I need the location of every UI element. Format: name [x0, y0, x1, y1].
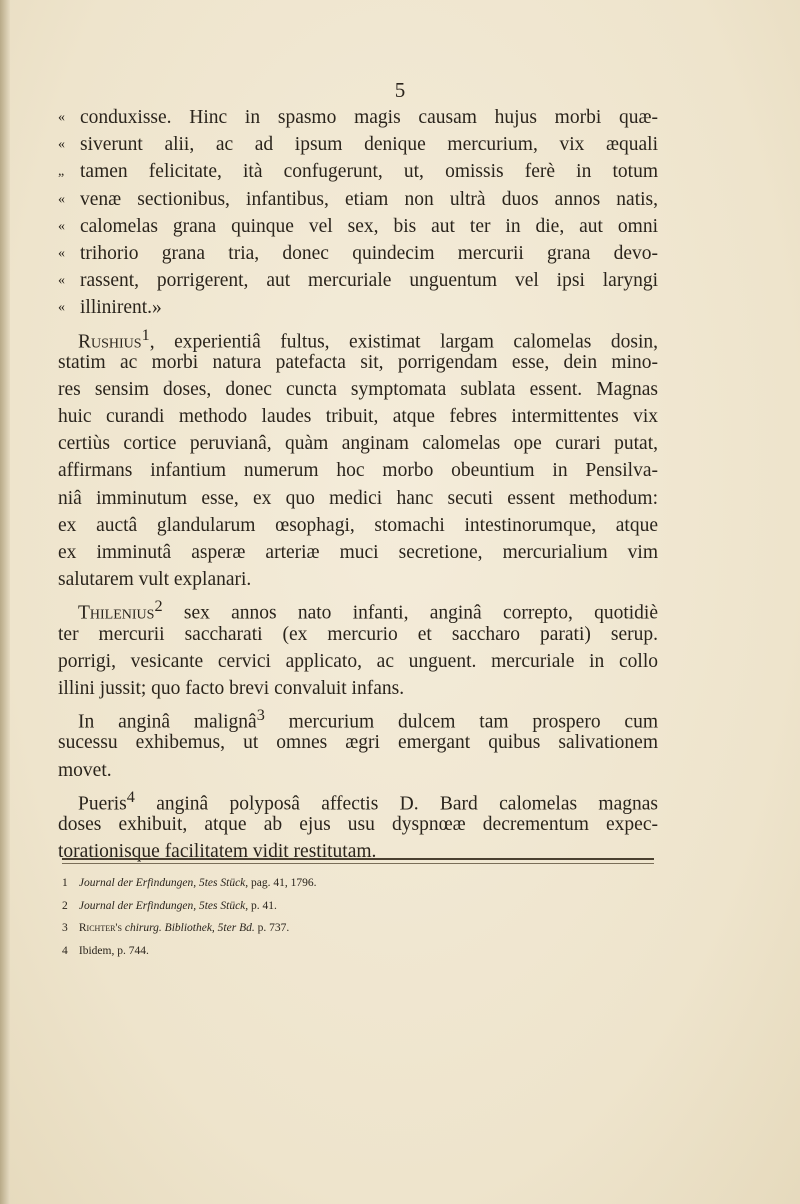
paragraph-line: ex auctâ glandularum œsophagi, stomachi intestinorumque, atque	[58, 514, 658, 536]
paragraph-rushius	[58, 322, 658, 594]
quoted-line	[58, 213, 658, 240]
quoted-line	[58, 240, 658, 267]
paragraph-line: statim ac morbi natura patefacta sit, porrigendam esse, dein mino-	[58, 351, 658, 373]
quoted-line-text: conduxisse. Hinc in spasmo magis causam hujus morbi quæ-	[80, 107, 658, 128]
quote-mark: „	[58, 164, 65, 180]
footnote-source: Journal der Erfindungen, 5tes Stück,	[78, 877, 249, 889]
footnotes	[62, 872, 654, 962]
footnote-ref-text: p. 744.	[117, 944, 149, 957]
footnote-number: 4	[62, 944, 68, 957]
quote-mark: «	[58, 273, 65, 289]
paragraph-line: movet.	[58, 759, 112, 781]
quoted-line-text: calomelas grana quinque vel sex, bis aut ter in die, aut omni	[80, 215, 658, 237]
paragraph-text: sex annos nato infanti, anginâ correpto, quotidiè	[162, 602, 658, 624]
paragraph-line: huic curandi methodo laudes tribuit, atque febres intermittentes vix	[58, 406, 658, 428]
quote-mark: «	[58, 191, 65, 207]
quoted-line	[58, 294, 658, 321]
quoted-line-text: siverunt alii, ac ad ipsum denique mercurium, vix æquali	[80, 134, 658, 156]
quote-mark: «	[58, 300, 65, 316]
paragraph-angina-maligna	[58, 702, 658, 784]
quoted-line	[58, 104, 658, 131]
paragraph-line: porrigi, vesicante cervici applicato, ac unguent. mercuriale in collo	[58, 650, 658, 672]
quote-mark: «	[58, 245, 65, 261]
author-name: Rushius	[78, 331, 142, 352]
paragraph-line: sucessu exhibemus, ut omnes ægri emergant quibus salivationem	[58, 732, 658, 754]
footnote-ref: 2	[154, 597, 163, 616]
paragraph-line: niâ imminutum esse, ex quo medici hanc secuti essent methodum:	[58, 487, 658, 509]
footnote-ref: 1	[141, 325, 150, 344]
paragraph-line: illini jussit; quo facto brevi convaluit infans.	[58, 677, 405, 699]
quoted-line-text: rassent, porrigerent, aut mercuriale unguentum vel ipsi laryngi	[80, 270, 658, 292]
quoted-line-text: tamen felicitate, ità confugerunt, ut, omissis ferè in totum	[80, 161, 658, 183]
footnote-divider	[62, 858, 654, 864]
paragraph-line: ter mercurii saccharati (ex mercurio et saccharo parati) serup.	[58, 623, 658, 645]
quoted-line	[58, 186, 658, 213]
footnote-ref-text: p. 41.	[251, 899, 277, 912]
paragraph-line: ex imminutâ asperæ arteriæ muci secretione, mercurialium vim	[58, 542, 658, 563]
footnote-ref-text: pag. 41, 1796.	[251, 877, 317, 889]
page-number: 5	[394, 78, 406, 102]
paragraph-line: torationisque facilitatem vidit restitutam.	[58, 841, 377, 863]
paragraph-line: certiùs cortice peruvianâ, quàm anginam calomelas ope curari putat,	[58, 433, 658, 455]
footnote-number: 1	[62, 877, 68, 889]
paragraph-line: doses exhibuit, atque ab ejus usu dyspnœæ decrementum expec-	[58, 813, 658, 835]
footnote-number: 2	[62, 899, 68, 912]
paragraph-line: affirmans infantium numerum hoc morbo obeuntium in Pensilva-	[58, 460, 658, 482]
quoted-line	[58, 158, 658, 185]
author-name: Thilenius	[78, 602, 155, 624]
footnote-number: 3	[62, 922, 68, 934]
quoted-line	[58, 131, 658, 158]
paragraph-lead: Pueris	[78, 793, 127, 815]
footnote-source: Journal der Erfindungen, 5tes Stück,	[78, 899, 249, 912]
quote-mark: «	[58, 110, 65, 125]
body-text	[58, 104, 658, 865]
footnote	[62, 917, 654, 940]
paragraph-thilenius	[58, 593, 658, 702]
paragraph-first-line	[58, 593, 658, 624]
quoted-line-text: venæ sectionibus, infantibus, etiam non ultrà duos annos natis,	[80, 188, 658, 210]
paragraph-text: anginâ polyposâ affectis D. Bard calomelas magnas	[134, 793, 658, 815]
quotation-block	[58, 104, 658, 322]
quoted-line-text: illinirent.»	[80, 297, 162, 319]
paragraph-first-line	[58, 784, 658, 815]
quoted-line	[58, 267, 658, 294]
paragraph-line: res sensim doses, donec cuncta symptomata sublata essent. Magnas	[58, 378, 658, 400]
paragraph-text: mercurium dulcem tam prospero cum	[264, 711, 658, 733]
footnote-source: chirurg. Bibliothek, 5ter Bd.	[124, 922, 255, 934]
footnote	[62, 872, 654, 895]
footnote-ref: 4	[126, 787, 135, 806]
paragraph-first-line	[58, 702, 658, 733]
footnote-author: Richter's	[78, 922, 122, 934]
paragraph-text: , experientiâ fultus, existimat largam calomelas dosin,	[149, 331, 658, 352]
footnote-ref: 3	[256, 706, 265, 725]
quoted-line-text: trihorio grana tria, donec quindecim mercurii grana devo-	[80, 242, 658, 264]
quote-mark: «	[58, 218, 65, 234]
paragraph-pueris	[58, 784, 658, 866]
quote-mark: «	[58, 137, 65, 153]
paragraph-lead: In anginâ malignâ	[78, 711, 257, 733]
footnote-ref-text: p. 737.	[257, 922, 290, 934]
footnote-source: Ibidem,	[78, 944, 115, 957]
page-binding-edge	[0, 0, 10, 1204]
paragraph-first-line	[58, 322, 658, 352]
footnote	[62, 895, 654, 918]
paragraph-line: salutarem vult explanari.	[58, 569, 252, 591]
footnote	[62, 940, 654, 963]
